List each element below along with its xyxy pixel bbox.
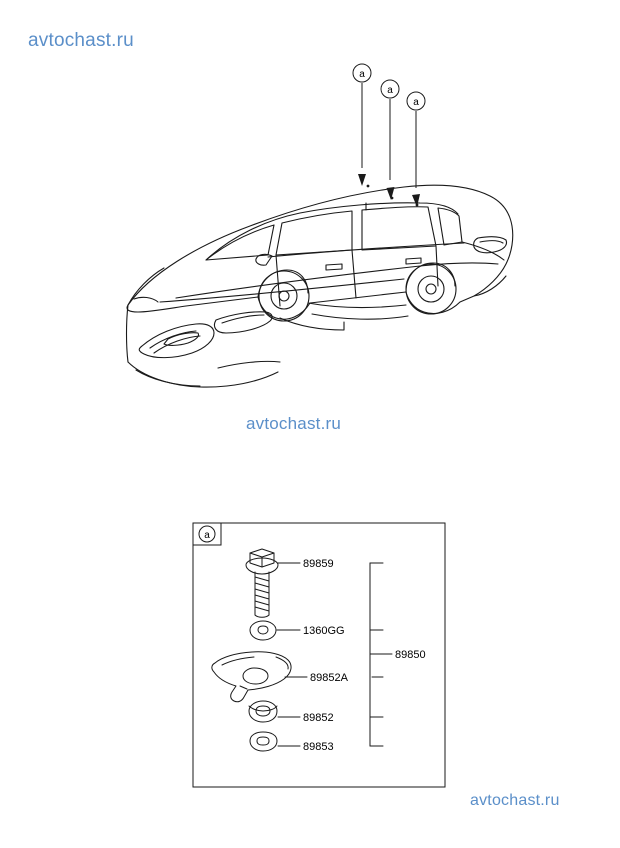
part-label-89852A: 89852A: [310, 672, 348, 684]
callout-a-1: [353, 64, 371, 82]
part-label-89852: 89852: [303, 712, 334, 724]
parts-detail-diagram: [0, 505, 620, 805]
callout-a-3-label: a: [413, 97, 419, 108]
watermark-top-left: avtochast.ru: [28, 30, 134, 51]
watermark-middle: avtochast.ru: [246, 414, 342, 433]
detail-box-callout: [199, 526, 215, 542]
part-label-89859: 89859: [303, 558, 334, 570]
detail-box-callout-label: a: [204, 530, 210, 541]
callout-a-2: [381, 80, 399, 98]
part-label-89850: 89850: [395, 649, 426, 661]
watermark-bottom-right: avtochast.ru: [470, 792, 560, 809]
callout-a-3: [407, 92, 425, 110]
callout-a-2-label: a: [387, 85, 393, 96]
part-label-89853: 89853: [303, 741, 334, 753]
part-label-1360GG: 1360GG: [303, 625, 345, 637]
callout-a-1-label: a: [359, 69, 365, 80]
sedan-side-view-illustration: [0, 50, 620, 430]
